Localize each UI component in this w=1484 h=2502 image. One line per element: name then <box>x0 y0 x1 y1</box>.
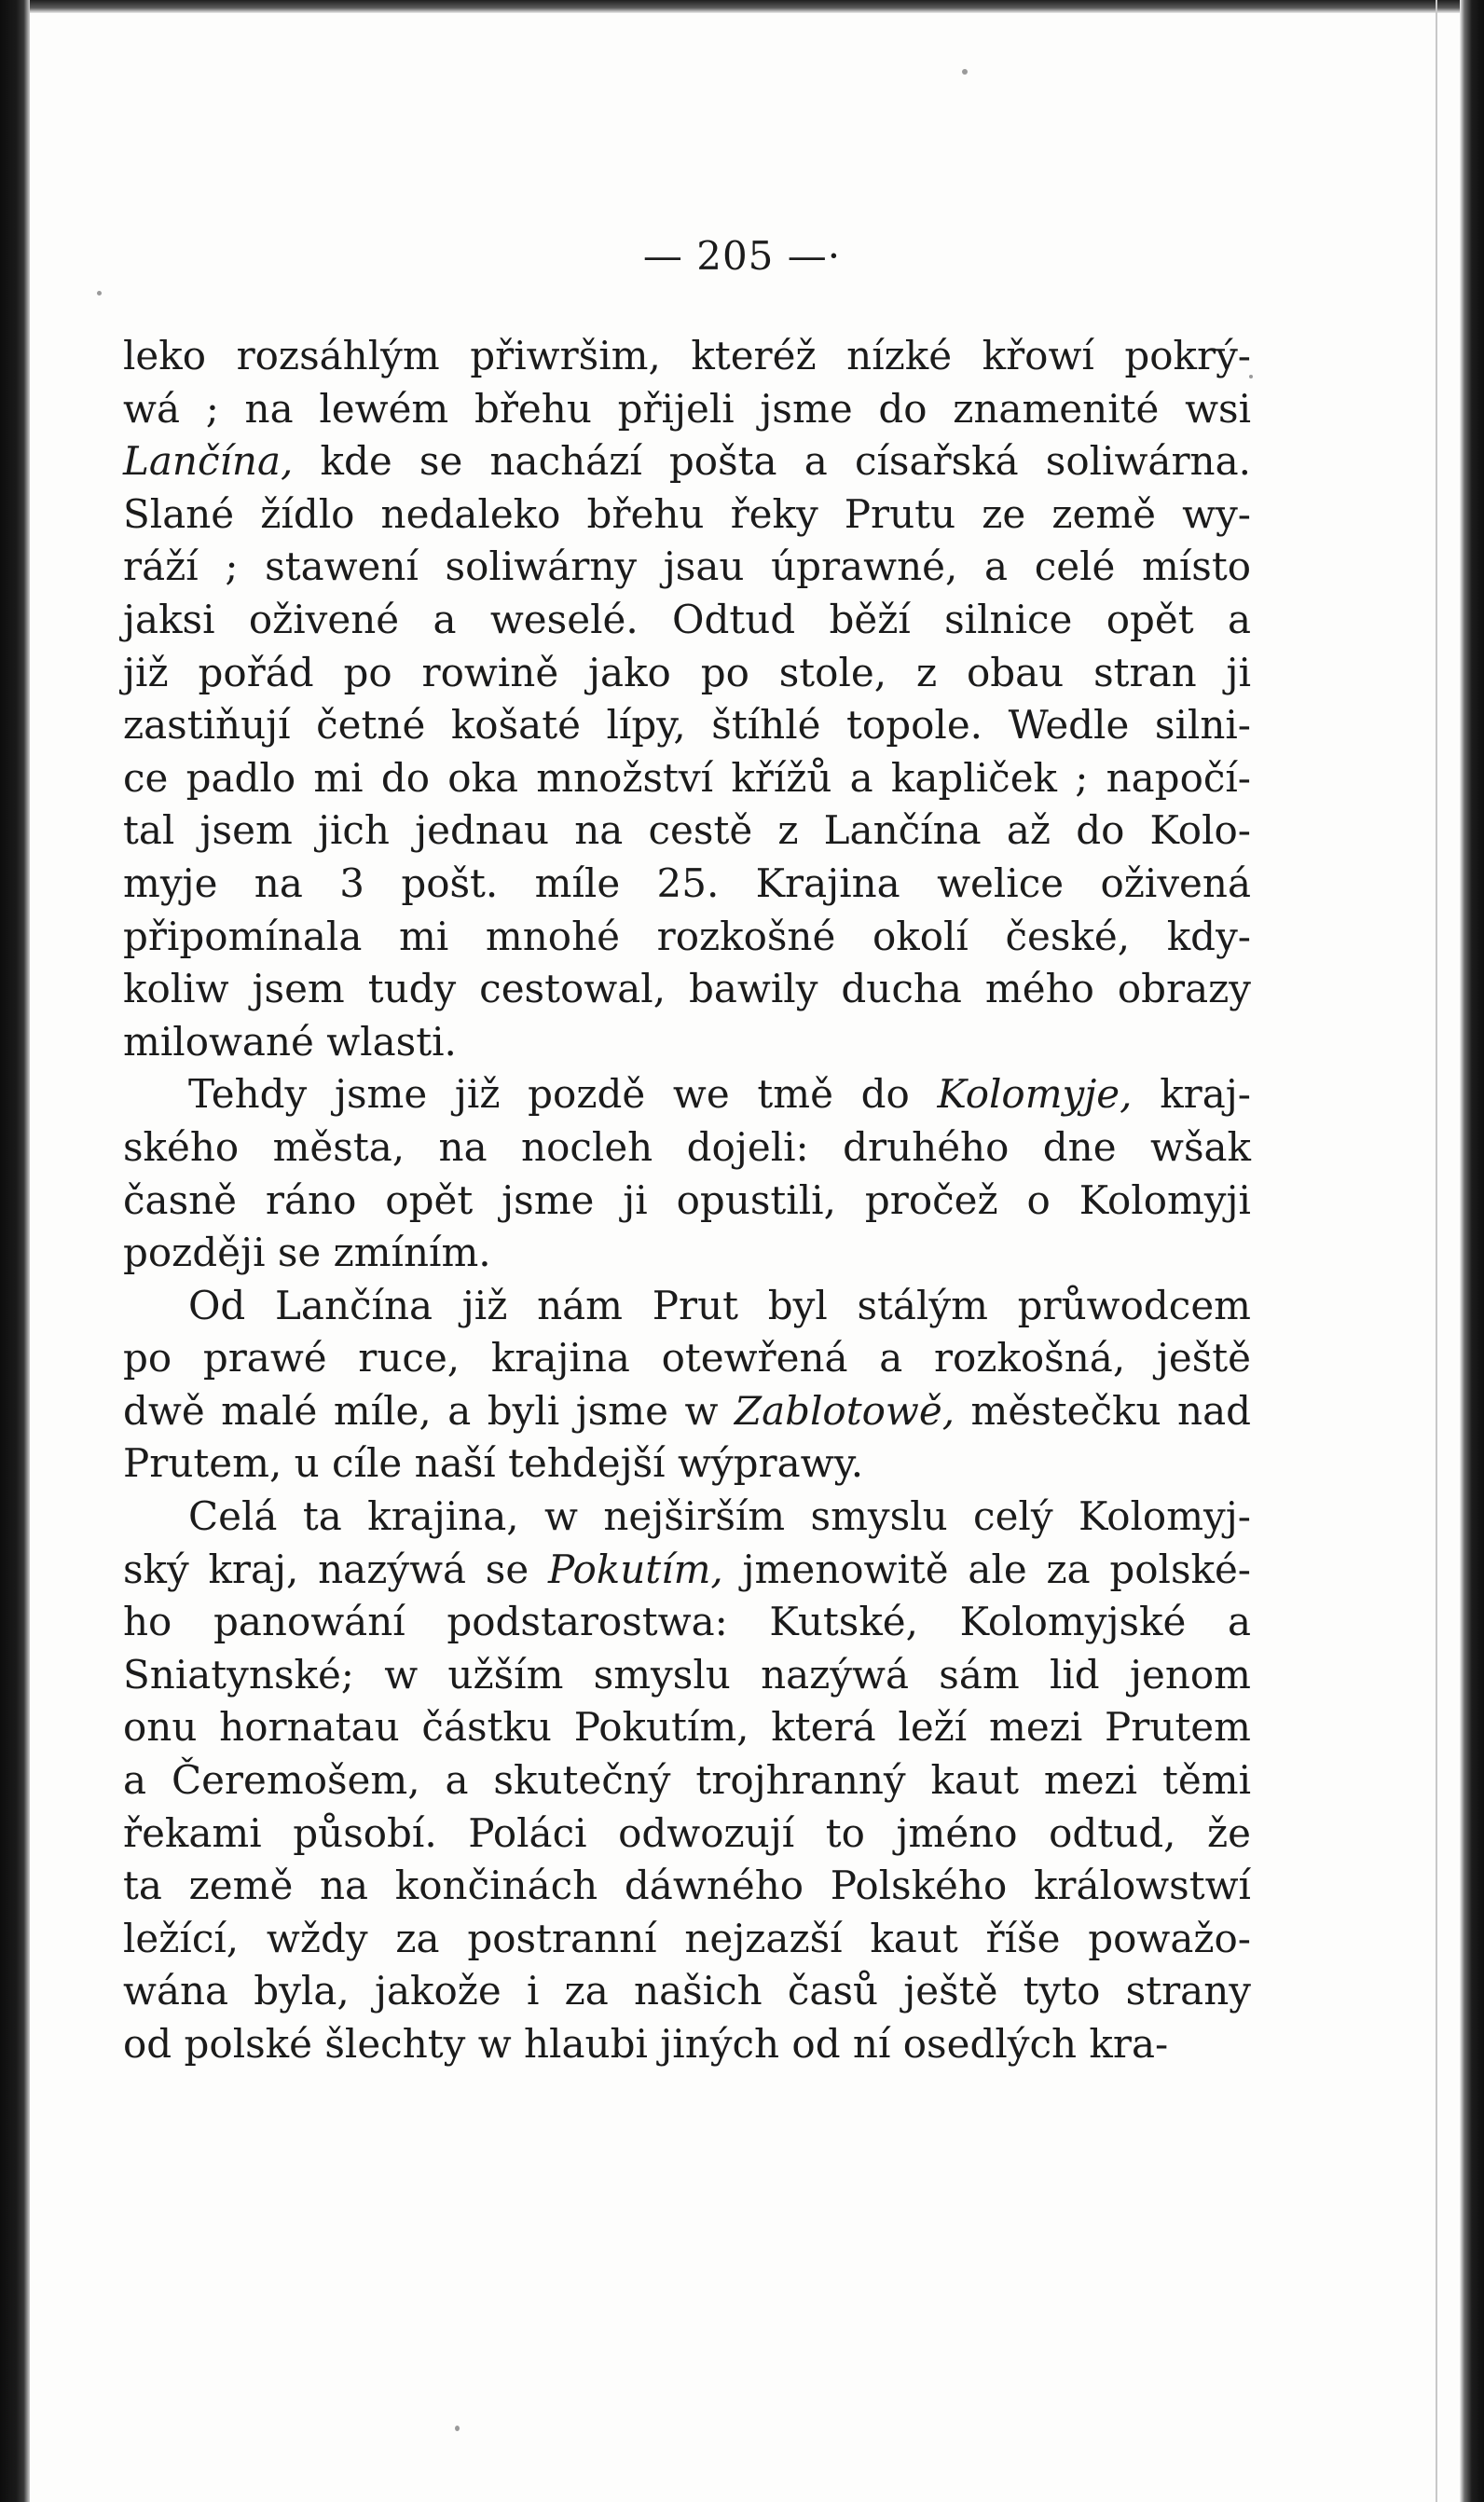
text-run: ta země na končinách dáwného Polského králowstwí <box>123 1863 1251 1909</box>
text-line <box>123 911 1251 964</box>
text-line <box>123 1175 1251 1228</box>
paragraph <box>123 1068 1251 1279</box>
text-line <box>123 541 1251 594</box>
text-line <box>123 1808 1251 1861</box>
italic-place-name: Kolomyje, <box>937 1071 1133 1118</box>
text-run: Prutem, u cíle naší tehdejší wýprawy. <box>123 1440 864 1487</box>
text-run: tal jsem jich jednau na cestě z Lančína až do Kolo- <box>123 807 1251 854</box>
dust-speck <box>97 291 102 296</box>
text-line <box>123 1121 1251 1175</box>
text-run: dwě malé míle, a byli jsme w <box>123 1387 735 1434</box>
text-run: kraj- <box>1132 1071 1251 1118</box>
text-line <box>123 1280 1251 1333</box>
paragraph <box>123 1491 1251 2071</box>
text-line <box>123 2018 1251 2071</box>
text-run: časně ráno opět jsme ji opustili, pročež o Kolomyji <box>123 1176 1251 1223</box>
italic-place-name: Pokutím, <box>547 1546 723 1592</box>
text-line <box>123 1913 1251 1966</box>
text-line <box>123 1385 1251 1438</box>
text-run: Tehdy jsme již pozdě we tmě do <box>188 1071 938 1118</box>
text-run: koliw jsem tudy cestowal, bawily ducha mého obrazy <box>123 966 1251 1012</box>
text-line <box>123 1965 1251 2018</box>
page-number: — 205 —· <box>642 233 842 279</box>
text-line <box>123 1701 1251 1754</box>
text-run: Slané žídlo nedaleko břehu řeky Prutu ze země wy- <box>123 490 1251 537</box>
text-line <box>123 647 1251 700</box>
paragraph <box>123 1280 1251 1491</box>
scan-edge-right-inner <box>1436 0 1437 2502</box>
text-run: jmenowitě ale za polské- <box>722 1546 1251 1592</box>
text-line <box>123 330 1251 383</box>
text-run: městečku nad <box>955 1387 1251 1434</box>
dust-speck <box>455 2426 460 2431</box>
text-run: Sniatynské; w užším smyslu nazýwá sám lid jenom <box>123 1651 1251 1698</box>
text-line <box>123 1332 1251 1385</box>
text-run: kde se nachází pošta a císařská soliwárna. <box>293 438 1251 485</box>
text-run: později se zmíním. <box>123 1230 491 1276</box>
text-run: Celá ta krajina, w nejširším smyslu celý Kolomyj- <box>188 1493 1251 1540</box>
text-line <box>123 383 1251 436</box>
text-line <box>123 1649 1251 1702</box>
text-run: a Čeremošem, a skutečný trojhranný kaut mezi těmi <box>123 1757 1251 1804</box>
text-run: řekami působí. Poláci odwozují to jméno odtud, že <box>123 1809 1251 1856</box>
text-run: onu hornatau částku Pokutím, která leží mezi Prutem <box>123 1704 1251 1751</box>
text-line <box>123 804 1251 858</box>
text-run: myje na 3 pošt. míle 25. Krajina welice oživená <box>123 859 1251 906</box>
text-line <box>123 1596 1251 1649</box>
text-line <box>123 858 1251 911</box>
text-line <box>123 1016 1251 1069</box>
text-line <box>123 699 1251 752</box>
text-run: ho panowání podstarostwa: Kutské, Kolomyjské a <box>123 1599 1251 1645</box>
text-run: zastiňují četné košaté lípy, štíhlé topole. Wedle silni- <box>123 702 1251 749</box>
text-run: ský kraj, nazýwá se <box>123 1546 548 1592</box>
text-run: po prawé ruce, krajina otewřená a rozkošná, ještě <box>123 1335 1251 1382</box>
text-run: připomínala mi mnohé rozkošné okolí české, kdy- <box>123 913 1251 959</box>
text-run: wá ; na lewém břehu přijeli jsme do znamenité wsi <box>123 385 1251 432</box>
text-line <box>123 1068 1251 1121</box>
italic-place-name: Zablotowě, <box>734 1387 955 1434</box>
text-line <box>123 1860 1251 1913</box>
italic-place-name: Lančína, <box>123 438 294 485</box>
scan-edge-left <box>0 0 30 2502</box>
text-run: jaksi oživené a weselé. Odtud běží silnice opět a <box>123 596 1251 642</box>
text-line <box>123 488 1251 542</box>
text-line <box>123 1227 1251 1280</box>
paragraph <box>123 330 1251 1068</box>
scan-edge-right <box>1460 0 1484 2502</box>
text-line <box>123 1437 1251 1491</box>
text-line <box>123 963 1251 1016</box>
text-line <box>123 1754 1251 1808</box>
text-line <box>123 435 1251 488</box>
text-run: ského města, na nocleh dojeli: druhého dne wšak <box>123 1123 1251 1170</box>
text-run: Od Lančína již nám Prut byl stálým průwodcem <box>188 1282 1251 1328</box>
text-run: milowané wlasti. <box>123 1018 457 1065</box>
text-run: již pořád po rowině jako po stole, z obau stran ji <box>123 649 1251 695</box>
dust-speck <box>962 69 968 75</box>
text-run: ce padlo mi do oka množství křížů a kapliček ; napočí- <box>123 754 1251 801</box>
text-line <box>123 752 1251 805</box>
text-run: ležící, wždy za postranní nejzazší kaut říše powažo- <box>123 1915 1251 1961</box>
text-line <box>123 1491 1251 1544</box>
text-run: wána byla, jakože i za našich časů ještě tyto strany <box>123 1968 1251 2014</box>
body-text <box>123 330 1251 2071</box>
text-run: od polské šlechty w hlaubi jiných od ní osedlých kra- <box>123 2021 1169 2067</box>
text-run: ráží ; stawení soliwárny jsau úprawné, a celé místo <box>123 543 1251 590</box>
text-line <box>123 1544 1251 1597</box>
text-run: leko rozsáhlým přiwršim, kteréž nízké křowí pokrý- <box>123 333 1251 378</box>
text-line <box>123 594 1251 647</box>
scan-edge-top <box>0 0 1484 13</box>
